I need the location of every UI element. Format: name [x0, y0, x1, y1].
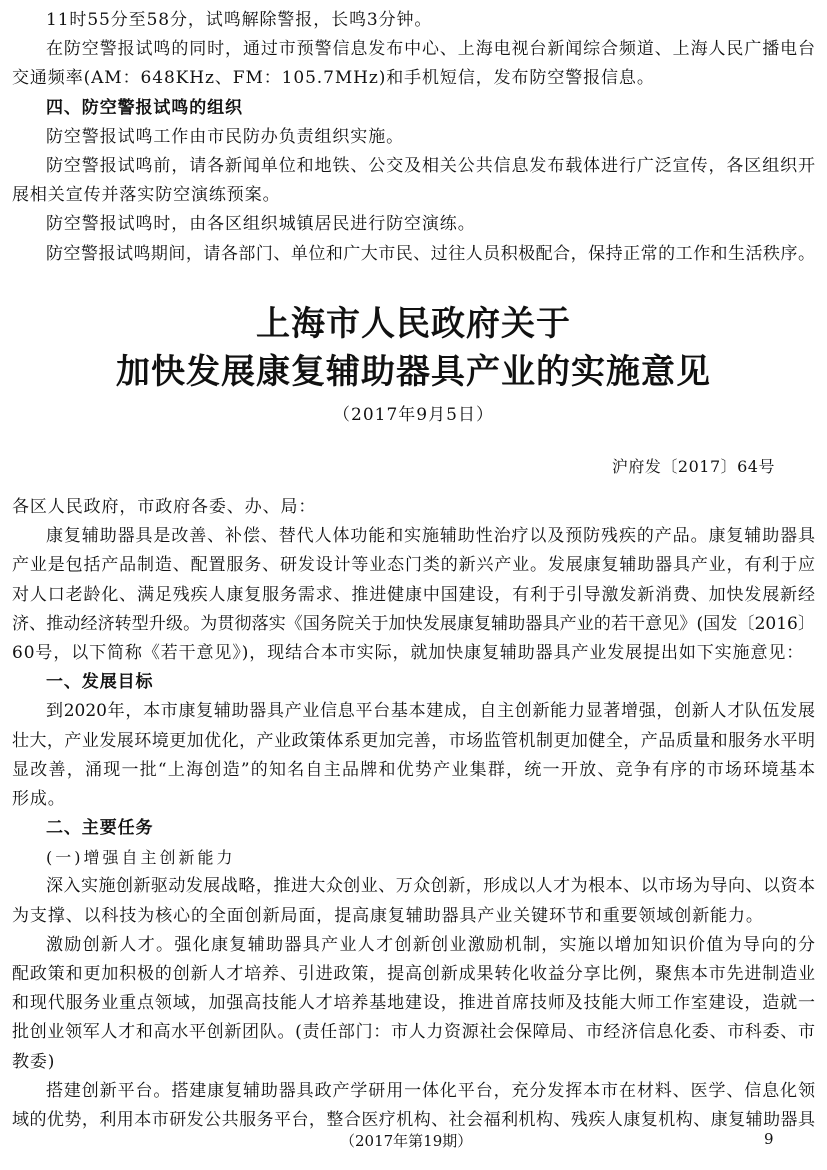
text-line: 域的优势，利用本市研发公共服务平台，整合医疗机构、社会福利机构、残疾人康复机构、康复辅助器具 [12, 1109, 815, 1130]
document-number: 沪府发〔2017〕64号 [611, 457, 775, 476]
document-date: （2017年9月5日） [333, 405, 494, 425]
text-line: 教委) [12, 1051, 56, 1072]
text-line: 康复辅助器具是改善、补偿、替代人体功能和实施辅助性治疗以及预防残疾的产品。康复辅助器具 [46, 526, 815, 547]
document-body [12, 493, 815, 1135]
page-number: 9 [764, 1130, 774, 1148]
text-line: 批创业领军人才和高水平创新团队。(责任部门：市人力资源社会保障局、市经济信息化委、市科委、市 [12, 1022, 815, 1043]
text-line: 在防空警报试鸣的同时，通过市预警信息发布中心、上海电视台新闻综合频道、上海人民广播电台 [46, 39, 815, 60]
text-line: 和现代服务业重点领域，加强高技能人才培养基地建设，推进首席技师及技能大师工作室建设，造就一 [12, 993, 815, 1014]
section-heading: 一、发展目标 [46, 672, 154, 693]
text-line: 产业是包括产品制造、配置服务、研发设计等业态门类的新兴产业。发展康复辅助器具产业，有利于应 [12, 555, 815, 576]
text-line: 防空警报试鸣时，由各区组织城镇居民进行防空演练。 [46, 214, 476, 235]
title-line-2: 加快发展康复辅助器具产业的实施意见 [116, 352, 711, 392]
text-line: 济、推动经济转型升级。为贯彻落实《国务院关于加快发展康复辅助器具产业的若干意见》(国发〔2016〕 [12, 613, 815, 634]
text-line: 11时55分至58分，试鸣解除警报，长鸣3分钟。 [46, 10, 433, 30]
text-line: 防空警报试鸣工作由市民防办负责组织实施。 [46, 126, 404, 147]
subsection-heading: (一)增强自主创新能力 [46, 848, 236, 868]
text-line: 为支撑、以科技为核心的全面创新局面，提高康复辅助器具产业关键环节和重要领域创新能力。 [12, 905, 764, 926]
text-line: 配政策和更加积极的创新人才培养、引进政策，提高创新成果转化收益分享比例，聚焦本市先进制造业 [12, 964, 815, 984]
section-heading: 四、防空警报试鸣的组织 [46, 97, 243, 118]
document-title-block [0, 300, 827, 430]
text-line: 各区人民政府，市政府各委、办、局： [12, 497, 317, 517]
text-line: 激励创新人才。强化康复辅助器具产业人才创新创业激励机制，实施以增加知识价值为导向的分 [46, 934, 815, 955]
text-line: 显改善，涌现一批“上海创造”的知名自主品牌和优势产业集群，统一开放、竞争有序的市场环境基本 [12, 759, 815, 780]
text-line: 60号，以下简称《若干意见》)，现结合本市实际，就加快康复辅助器具产业发展提出如下实施意见： [12, 642, 805, 663]
text-line: 防空警报试鸣前，请各新闻单位和地铁、公交及相关公共信息发布载体进行广泛宣传，各区组织开 [46, 155, 815, 176]
text-line: 对人口老龄化、满足残疾人康复服务需求、推进健康中国建设，有利于引导激发新消费、加快发展新经 [12, 584, 815, 605]
title-line-1: 上海市人民政府关于 [256, 304, 571, 344]
issue-label: （2017年第19期） [340, 1132, 473, 1150]
section-heading: 二、主要任务 [46, 818, 154, 839]
previous-section-text [12, 6, 815, 269]
text-line: 防空警报试鸣期间，请各部门、单位和广大市民、过往人员积极配合，保持正常的工作和生活秩序。 [46, 243, 815, 264]
text-line: 壮大，产业发展环境更加优化，产业政策体系更加完善，市场监管机制更加健全，产品质量和服务水平明 [12, 730, 815, 751]
text-line: 展相关宣传并落实防空演练预案。 [12, 185, 281, 206]
text-line: 到2020年，本市康复辅助器具产业信息平台基本建成，自主创新能力显著增强，创新人才队伍发展 [46, 701, 815, 722]
text-line: 交通频率(AM：648KHz、FM：105.7MHz)和手机短信，发布防空警报信息。 [12, 68, 655, 89]
text-line: 搭建创新平台。搭建康复辅助器具政产学研用一体化平台，充分发挥本市在材料、医学、信息化领 [46, 1080, 815, 1101]
text-line: 形成。 [12, 788, 66, 809]
text-line: 深入实施创新驱动发展战略，推进大众创业、万众创新，形成以人才为根本、以市场为导向、以资本 [46, 876, 815, 897]
